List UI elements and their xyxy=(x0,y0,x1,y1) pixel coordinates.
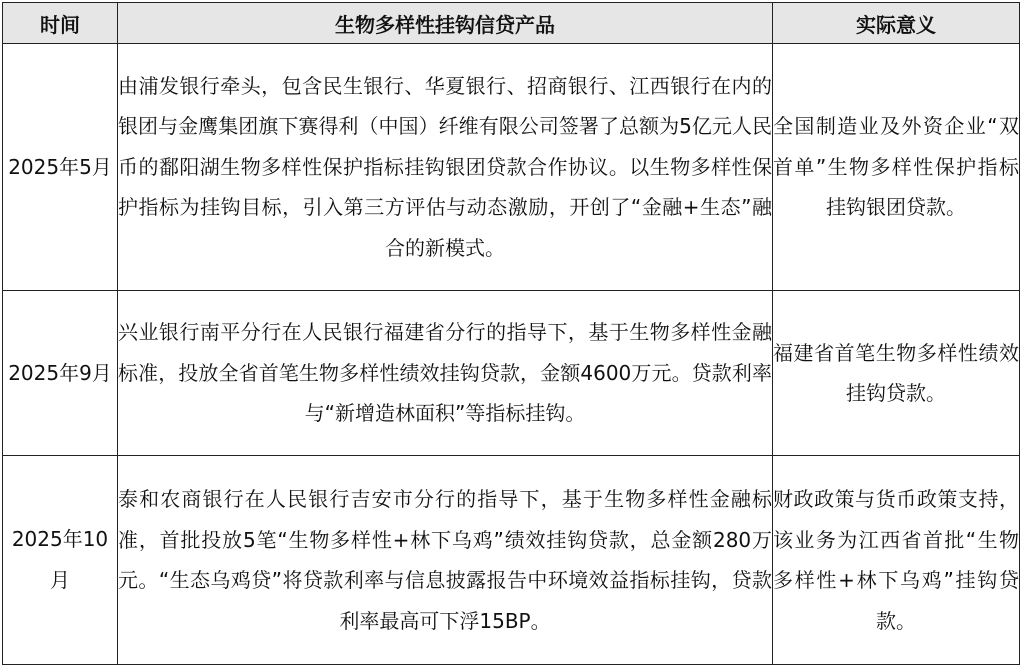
loan-products-table xyxy=(2,2,1020,665)
table-row xyxy=(3,456,1020,665)
table-row xyxy=(3,44,1020,291)
cell-time: 2025年5月 xyxy=(3,44,118,291)
cell-time: 2025年9月 xyxy=(3,291,118,456)
cell-time: 2025年10月 xyxy=(3,456,118,665)
header-meaning: 实际意义 xyxy=(773,3,1020,44)
header-product: 生物多样性挂钩信贷产品 xyxy=(118,3,773,44)
cell-meaning: 全国制造业及外资企业“双首单”生物多样性保护指标挂钩银团贷款。 xyxy=(773,44,1020,291)
table-row xyxy=(3,291,1020,456)
header-row xyxy=(3,3,1020,44)
cell-product: 泰和农商银行在人民银行吉安市分行的指导下，基于生物多样性金融标 准，首批投放5笔“生物多样性+林下乌鸡”绩效挂钩贷款，总金额280万元。“生态乌鸡贷”将贷款利率与信息披露报告中环境效益指标挂钩，贷款利率最高可下浮15BP。 xyxy=(118,456,773,665)
cell-product: 由浦发银行牵头，包含民生银行、华夏银行、招商银行、江西银行在内的银团与金鹰集团旗下赛得利（中国）纤维有限公司签署了总额为5亿元人民币的鄱阳湖生物多样性保护指标挂钩银团贷款合作协议。以生物多样性保护指标为挂钩目标，引入第三方评估与动态激励，开创了“金融+生态”融合的新模式。 xyxy=(118,44,773,291)
cell-meaning: 财政政策与货币政策支持，该业务为江西省首批“生物多样性+林下乌鸡”挂钩贷款。 xyxy=(773,456,1020,665)
header-time: 时间 xyxy=(3,3,118,44)
cell-product: 兴业银行南平分行在人民银行福建省分行的指导下，基于生物多样性金融标准，投放全省首笔生物多样性绩效挂钩贷款，金额4600万元。贷款利率与“新增造林面积”等指标挂钩。 xyxy=(118,291,773,456)
cell-meaning: 福建省首笔生物多样性绩效挂钩贷款。 xyxy=(773,291,1020,456)
